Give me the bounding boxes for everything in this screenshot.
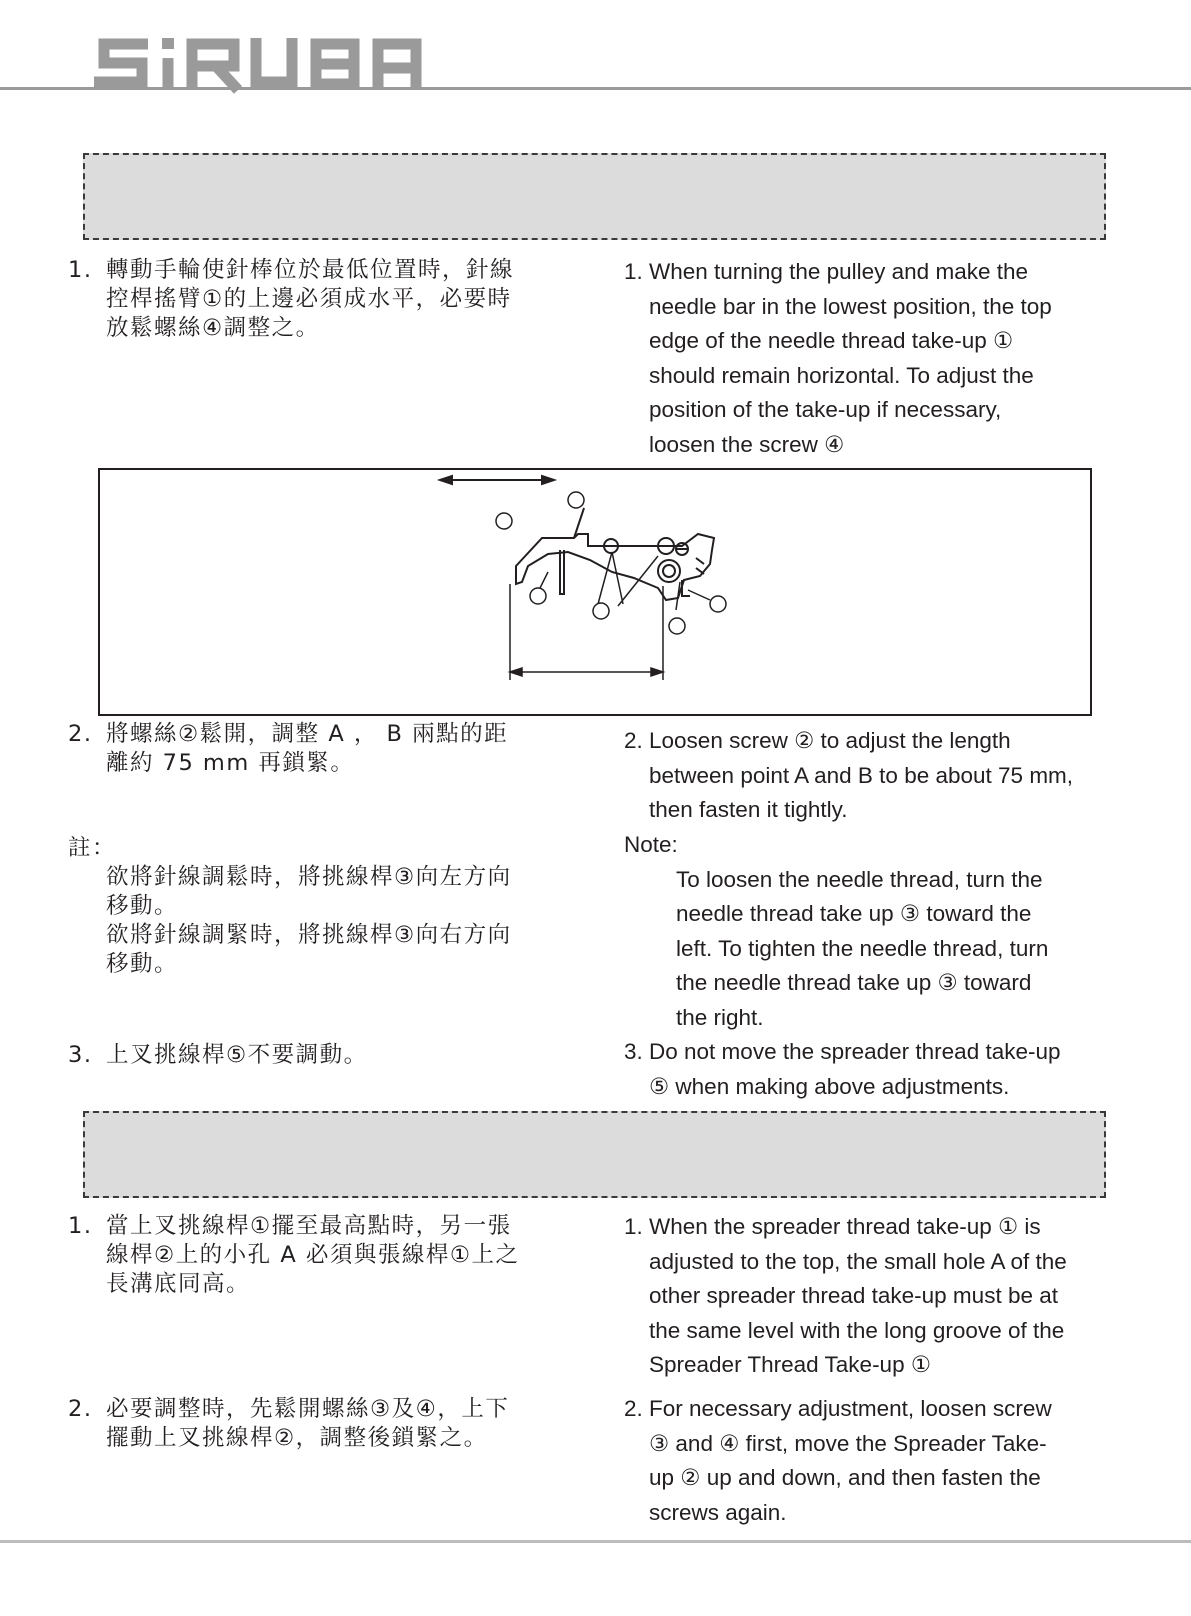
callout-B	[669, 618, 685, 634]
section-title-banner-1	[83, 153, 1106, 240]
en-s2-item-1	[624, 1210, 1184, 1383]
zh-note	[68, 834, 588, 979]
zh-line: 移動。	[106, 951, 179, 977]
en-line: adjusted to the top, the small hole A of the	[649, 1248, 1067, 1274]
zh-s2-item-1-number: 1.	[68, 1213, 93, 1239]
en-line: left. To tighten the needle thread, turn	[676, 935, 1049, 961]
en-line: up ② up and down, and then fasten the	[649, 1465, 1041, 1490]
en-line: 2. For necessary adjustment, loosen screw	[624, 1396, 1052, 1421]
en-note-label: Note:	[624, 832, 678, 857]
en-line: 3. Do not move the spreader thread take-up	[624, 1039, 1061, 1064]
zh-item-1	[68, 256, 588, 343]
zh-line: 將螺絲②鬆開，調整 A ， B 兩點的距	[106, 721, 509, 747]
en-line: ⑤ when making above adjustments.	[649, 1073, 1010, 1099]
en-line: ③ and ④ first, move the Spreader Take-	[649, 1430, 1047, 1456]
callout-markers	[496, 492, 726, 634]
en-item-1	[624, 255, 1144, 462]
en-line: should remain horizontal. To adjust the	[649, 362, 1034, 388]
en-line: the needle thread take up ③ toward	[676, 970, 1032, 995]
en-line: position of the take-up if necessary,	[649, 397, 1002, 422]
callout-5	[530, 588, 546, 604]
en-line: To loosen the needle thread, turn the	[676, 866, 1043, 892]
section-title-banner-2	[83, 1111, 1106, 1198]
zh-line: 欲將針線調鬆時，將挑線桿③向左方向	[106, 864, 512, 890]
en-line: edge of the needle thread take-up ①	[649, 328, 1014, 353]
direction-arrow	[440, 476, 554, 484]
callout-4	[710, 596, 726, 612]
en-line: then fasten it tightly.	[649, 797, 848, 822]
en-line: the same level with the long groove of the	[649, 1317, 1065, 1343]
en-line: Spreader Thread Take-up ①	[649, 1352, 932, 1377]
en-line: screws again.	[649, 1499, 787, 1525]
zh-note-label: 註：	[68, 835, 117, 861]
zh-line: 長溝底同高。	[106, 1271, 251, 1297]
zh-line: 當上叉挑線桿①擺至最高點時，另一張	[106, 1213, 512, 1239]
en-line: 1. When the spreader thread take-up ① is	[624, 1214, 1041, 1239]
zh-line: 轉動手輪使針棒位於最低位置時，針線	[106, 257, 515, 283]
zh-item-2	[68, 720, 588, 778]
take-up-mechanism	[516, 508, 714, 600]
header-rule	[0, 87, 1191, 90]
en-line: other spreader thread take-up must be at	[649, 1283, 1058, 1308]
zh-line: 擺動上叉挑線桿②，調整後鎖緊之。	[106, 1425, 488, 1451]
callout-1	[568, 492, 584, 508]
zh-line: 控桿搖臂①的上邊必須成水平，必要時	[106, 286, 512, 312]
screw-4	[658, 560, 680, 582]
zh-s2-item-1	[68, 1212, 608, 1299]
zh-s2-item-2	[68, 1395, 608, 1453]
zh-item-3	[68, 1041, 588, 1070]
zh-line: 必要調整時，先鬆開螺絲③及④，上下	[106, 1396, 510, 1422]
en-note	[624, 828, 1164, 1035]
zh-line: 上叉挑線桿⑤不要調動。	[106, 1042, 368, 1068]
zh-item-3-number: 3.	[68, 1042, 93, 1068]
zh-s2-item-2-number: 2.	[68, 1396, 93, 1422]
en-line: the right.	[676, 1004, 764, 1030]
callout-A	[496, 513, 512, 529]
zh-line: 離約 75 mm 再鎖緊。	[106, 750, 355, 776]
zh-line: 移動。	[106, 893, 179, 919]
en-item-2	[624, 724, 1184, 828]
zh-line: 欲將針線調緊時，將挑線桿③向右方向	[106, 922, 512, 948]
zh-item-1-number: 1.	[68, 257, 93, 283]
diagram-frame	[99, 469, 1091, 715]
en-line: 2. Loosen screw ② to adjust the length	[624, 728, 1011, 753]
zh-line: 放鬆螺絲④調整之。	[106, 315, 320, 341]
zh-line: 線桿②上的小孔 A 必須與張線桿①上之	[106, 1242, 520, 1268]
en-s2-item-2	[624, 1392, 1164, 1530]
en-line: between point A and B to be about 75 mm,	[649, 762, 1074, 788]
footer-rule	[0, 1540, 1191, 1543]
take-up-diagram	[98, 468, 1092, 716]
en-line: 1. When turning the pulley and make the	[624, 259, 1029, 284]
en-line: loosen the screw ④	[649, 431, 845, 457]
en-item-3	[624, 1035, 1164, 1104]
callout-2	[593, 603, 609, 619]
siruba-logo	[92, 32, 432, 94]
en-line: needle bar in the lowest position, the top	[649, 293, 1052, 319]
zh-item-2-number: 2.	[68, 721, 93, 747]
en-line: needle thread take up ③ toward the	[676, 901, 1032, 926]
